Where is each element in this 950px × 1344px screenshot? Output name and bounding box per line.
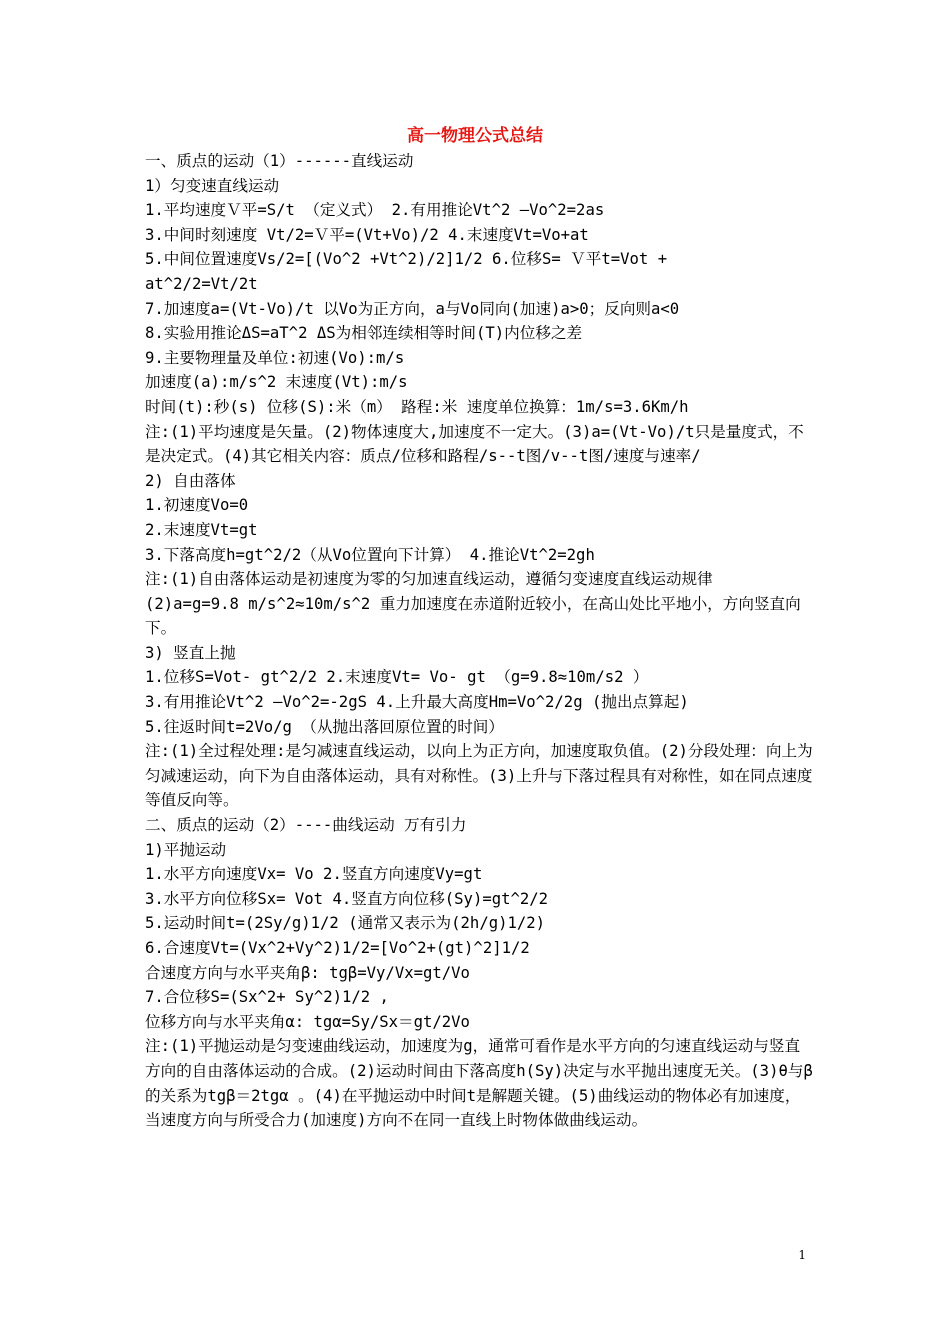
page-number: 1 — [798, 1248, 806, 1262]
formula-line: 5.中间位置速度Vs/2=[(Vo^2 +Vt^2)/2]1/2 6.位移S= Ｖ平t=Vot + — [145, 250, 668, 269]
subsection-heading: 3) 竖直上抛 — [145, 643, 236, 662]
formula-line: 2.末速度Vt=gt — [145, 520, 258, 539]
formula-line: 合速度方向与水平夹角β: tgβ=Vy/Vx=gt/Vo — [145, 963, 470, 982]
formula-line: 9.主要物理量及单位:初速(Vo):m/s — [145, 348, 405, 367]
formula-line: 5.运动时间t=(2Sy/g)1/2 (通常又表示为(2h/g)1/2) — [145, 914, 546, 933]
subsection-heading: 1）匀变速直线运动 — [145, 176, 280, 195]
formula-line: 6.合速度Vt=(Vx^2+Vy^2)1/2=[Vo^2+(gt)^2]1/2 — [145, 939, 530, 957]
note-paragraph: 注:(1)自由落体运动是初速度为零的匀加速直线运动，遵循匀变速度直线运动规律 — [145, 570, 713, 589]
note-paragraph: 注:(1)平均速度是矢量。(2)物体速度大,加速度不一定大。(3)a=(Vt-Vo)/t只是量度式，不是决定式。(4)其它相关内容：质点/位移和路程/s--t图/v--t图/速度与速率/ — [145, 422, 804, 466]
formula-line: 8.实验用推论ΔS=aT^2 ΔS为相邻连续相等时间(T)内位移之差 — [145, 324, 583, 343]
section-heading: 二、质点的运动（2）----曲线运动 万有引力 — [145, 816, 467, 835]
formula-line: 5.往返时间t=2Vo/g （从抛出落回原位置的时间） — [145, 717, 504, 736]
formula-line: 7.加速度a=(Vt-Vo)/t 以Vo为正方向，a与Vo同向(加速)a>0；反向则a<0 — [145, 299, 680, 318]
formula-line: 1.初速度Vo=0 — [145, 496, 249, 515]
section-heading: 一、质点的运动（1）------直线运动 — [145, 152, 414, 170]
subsection-heading: 2) 自由落体 — [145, 471, 236, 490]
document-body — [145, 149, 813, 1133]
note-paragraph: (2)a=g=9.8 m/s^2≈10m/s^2 重力加速度在赤道附近较小，在高山处比平地小，方向竖直向下。 — [145, 594, 801, 638]
formula-line: 时间(t):秒(s) 位移(S):米（m） 路程:米 速度单位换算：1m/s=3.6Km/h — [145, 397, 689, 416]
subsection-heading: 1)平抛运动 — [145, 840, 227, 859]
note-paragraph: 注:(1)全过程处理:是匀减速直线运动，以向上为正方向，加速度取负值。(2)分段处理：向上为匀减速运动，向下为自由落体运动，具有对称性。(3)上升与下落过程具有对称性，如在同点速度等值反向等。 — [145, 742, 813, 810]
formula-line: 位移方向与水平夹角α: tgα=Sy/Sx＝gt/2Vo — [145, 1012, 470, 1031]
document-title: 高一物理公式总结 — [407, 126, 543, 146]
formula-line: 1.位移S=Vot- gt^2/2 2.末速度Vt= Vo- gt （g=9.8≈10m/s2 ） — [145, 668, 649, 687]
note-paragraph: 注:(1)平抛运动是匀变速曲线运动，加速度为g，通常可看作是水平方向的匀速直线运动与竖直方向的自由落体运动的合成。(2)运动时间由下落高度h(Sy)决定与水平抛出速度无关。(3)θ与β的关系为tgβ＝2tgα 。(4)在平抛运动中时间t是解题关键。(5)曲线运动的物体必有加速度，当速度方向与所受合力(加速度)方向不在同一直线上时物体做曲线运动。 — [145, 1037, 813, 1130]
formula-line: at^2/2=Vt/2t — [145, 274, 258, 293]
formula-line: 1.水平方向速度Vx= Vo 2.竖直方向速度Vy=gt — [145, 865, 483, 884]
formula-line: 加速度(a):m/s^2 末速度(Vt):m/s — [145, 373, 408, 392]
formula-line: 1.平均速度Ｖ平=S/t （定义式） 2.有用推论Vt^2 –Vo^2=2as — [145, 201, 605, 220]
formula-line: 3.有用推论Vt^2 –Vo^2=-2gS 4.上升最大高度Hm=Vo^2/2g (抛出点算起) — [145, 693, 689, 712]
formula-line: 3.下落高度h=gt^2/2（从Vo位置向下计算） 4.推论Vt^2=2gh — [145, 545, 595, 564]
formula-line: 7.合位移S=(Sx^2+ Sy^2)1/2 , — [145, 988, 389, 1007]
formula-line: 3.中间时刻速度 Vt/2=Ｖ平=(Vt+Vo)/2 4.末速度Vt=Vo+at — [145, 225, 589, 244]
formula-line: 3.水平方向位移Sx= Vot 4.竖直方向位移(Sy)=gt^2/2 — [145, 889, 549, 908]
